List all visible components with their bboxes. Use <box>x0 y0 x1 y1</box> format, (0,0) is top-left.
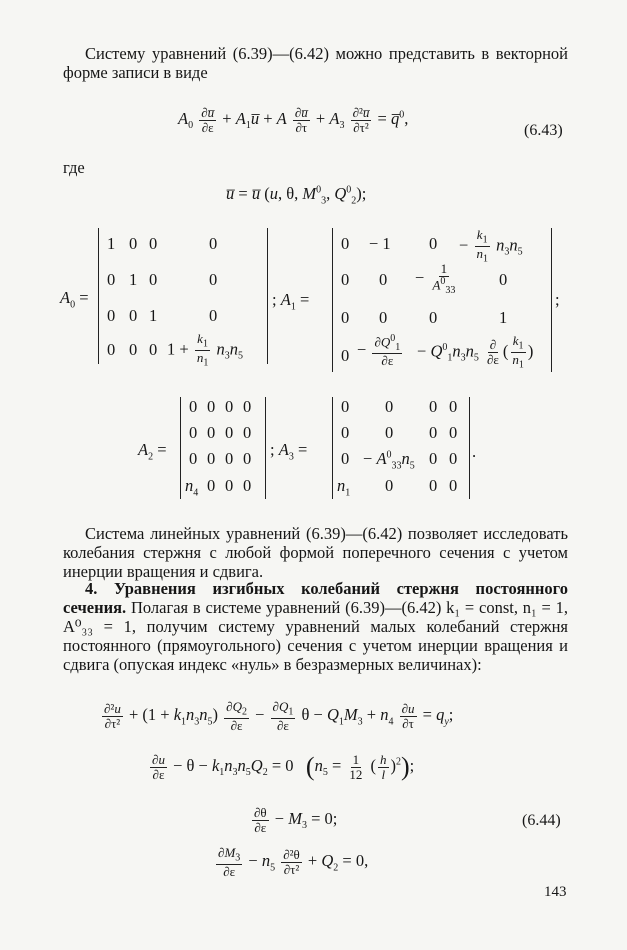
equation-6-44-line-1: $\frac{\text{∂²u}}{\text{∂τ²}}$ + $(1 + k_1n_3n_5)$ $\frac{\partial Q_2}{\partial\varepsilon}$ − $\frac{\partial Q_1}{\partial\varepsilon}$ $\theta - Q_1M_3 + n_4$ $\frac{\partial u}{\partial\tau}$ = $q_y$; <box>104 699 454 734</box>
equation-6-44-line-3: $\frac{\partial\theta}{\partial\varepsilon}$ − $M_3 = 0$; <box>254 805 338 835</box>
matrix-a3-label: ; $A_3$ = <box>270 440 308 463</box>
matrix-a0-label: $A_0$ = <box>60 288 89 311</box>
matrix-a0: 1 0 0 0 0 1 0 0 0 0 1 0 0 0 0 1 + $\frac{k_1}{n_1}$ $n_3n_5$ <box>98 228 268 364</box>
section-text: Полагая в системе уравнений (6.39)—(6.42) k₁ = const, n₁ = 1, A⁰₃₃ = 1, получим систему уравнений малых колебаний стержня постоянного (прямоугольного) сечения с учетом инерции вращения и сдвига (опуская индекс «нуль» в безразмерных величинах): <box>63 598 569 674</box>
matrix-a1: 0 − 1 0 − $\frac{k_1}{n_1}$ $n_3n_5$ 0 0 − $\frac{1}{A^0_{33}}$ 0 0 0 0 1 0 − $\frac{\partial Q^0_1}{\partial\varepsilon}$ − $Q^0_1n_3n_5$ $\frac{\partial}{\partial\varepsilon}$ ( $\frac{k_1}{n_1}$ ) <box>332 228 552 372</box>
vector-u-definition: u̅ = u̅ (u, θ, $M^0_3$, $Q^0_2$); <box>226 184 367 207</box>
equation-6-44-line-2: $\frac{\partial u}{\partial\varepsilon}$ − $\theta - k_1n_3n_5Q_2 = 0$ ($n_5$ = $\frac{1}{12}$ ( $\frac{h}{l}$ )$^2$); <box>152 751 415 782</box>
page-number: 143 <box>544 884 567 900</box>
paragraph-section-4 <box>63 579 568 674</box>
matrix-a1-label: ; $A_1$ = <box>272 290 310 313</box>
matrix-a3: 0 0 0 0 0 0 0 0 0 − $A^0_{33}n_5$ 0 0 $n_1$ 0 0 0 <box>332 397 470 499</box>
matrix-a2-label: $A_2$ = <box>138 440 167 463</box>
equation-number-6-43: (6.43) <box>524 122 563 139</box>
book-page: Систему уравнений (6.39)—(6.42) можно представить в векторной форме записи в виде $A_0$ $\frac{\partial u̅}{\partial\varepsilon}$ + $A_1u̅ + A$ $\frac{\partial u̅}{\partial\tau}$ + $A_3$ $\frac{\text{∂²u̅}}{\text{∂τ²}}$ = q̅$^0$, (6.43) где u̅ = u̅ (u, θ, $M^0_3$, $Q^0_2$); $A_0$ = 1 0 0 0 0 1 0 0 0 0 1 0 0 0 0 1 + $\frac{k_1}{n_1}$ $n_3n_5$ ; $A_1$ = 0 − 1 0 − $\frac{k_1}{n_1}$ $n_3n_5$ 0 0 − $\frac{1}{A^0_{33}}$ 0 0 0 0 1 0 − $\frac{\partial Q^0_1}{\partial\varepsilon}$ − $Q^0_1n_3n_5$ $\frac{\partial}{\partial\varepsilon}$ ( $\frac{k_1}{n_1}$ ) ; $A_2$ = 0 0 0 0 0 0 0 0 0 0 0 0 $n_4$ 0 0 0 ; $A_3$ = 0 0 0 0 0 0 0 0 0 − $A^0_{33}n_5$ 0 0 $n_1$ 0 0 0 . Система линейных уравнений (6.39)—(6.42) позволяет исследовать колебания стержня с любой формой поперечного сечения с учетом инерции вращения и сдвига. 4. Уравнения изгибных колебаний стержня постоянного сечения. Полагая в системе уравнений (6.39)—(6.42) k₁ = const, n₁ = 1, A⁰₃₃ = 1, получим систему уравнений малых колебаний стержня постоянного (прямоугольного) сечения с учетом инерции вращения и сдвига (опуская индекс «нуль» в безразмерных величинах): $\frac{\text{∂²u}}{\text{∂τ²}}$ + $(1 + k_1n_3n_5)$ $\frac{\partial Q_2}{\partial\varepsilon}$ − $\frac{\partial Q_1}{\partial\varepsilon}$ $\theta - Q_1M_3 + n_4$ $\frac{\partial u}{\partial\tau}$ = $q_y$; $\frac{\partial u}{\partial\varepsilon}$ − $\theta - k_1n_3n_5Q_2 = 0$ ($n_5$ = $\frac{1}{12}$ ( $\frac{h}{l}$ )$^2$); $\frac{\partial\theta}{\partial\varepsilon}$ − $M_3 = 0$; (6.44) $\frac{\partial M_3}{\partial\varepsilon}$ − $n_5$ $\frac{\text{∂²θ}}{\text{∂τ²}}$ + $Q_2 = 0$, 143 <box>60 44 569 900</box>
word-where: где <box>63 158 85 177</box>
section-heading: 4. Уравнения изгибных колебаний стержня постоянного сечения. <box>63 579 568 617</box>
paragraph-linear-system: Система линейных уравнений (6.39)—(6.42) позволяет исследовать колебания стержня с любой формой поперечного сечения с учетом инерции вращения и сдвига. <box>63 524 568 581</box>
paragraph-vector-form: Систему уравнений (6.39)—(6.42) можно представить в векторной форме записи в виде <box>63 44 568 82</box>
matrix-a2: 0 0 0 0 0 0 0 0 0 0 0 0 $n_4$ 0 0 0 <box>180 397 266 499</box>
equation-number-6-44: (6.44) <box>522 812 561 829</box>
equation-6-43: $A_0$ $\frac{\partial u̅}{\partial\varepsilon}$ + $A_1u̅ + A$ $\frac{\partial u̅}{\partial\tau}$ + $A_3$ $\frac{\text{∂²u̅}}{\text{∂τ²}}$ = q̅$^0$, <box>178 105 409 135</box>
equation-6-44-line-4: $\frac{\partial M_3}{\partial\varepsilon}$ − $n_5$ $\frac{\text{∂²θ}}{\text{∂τ²}}$ + $Q_2 = 0$, <box>218 845 369 880</box>
